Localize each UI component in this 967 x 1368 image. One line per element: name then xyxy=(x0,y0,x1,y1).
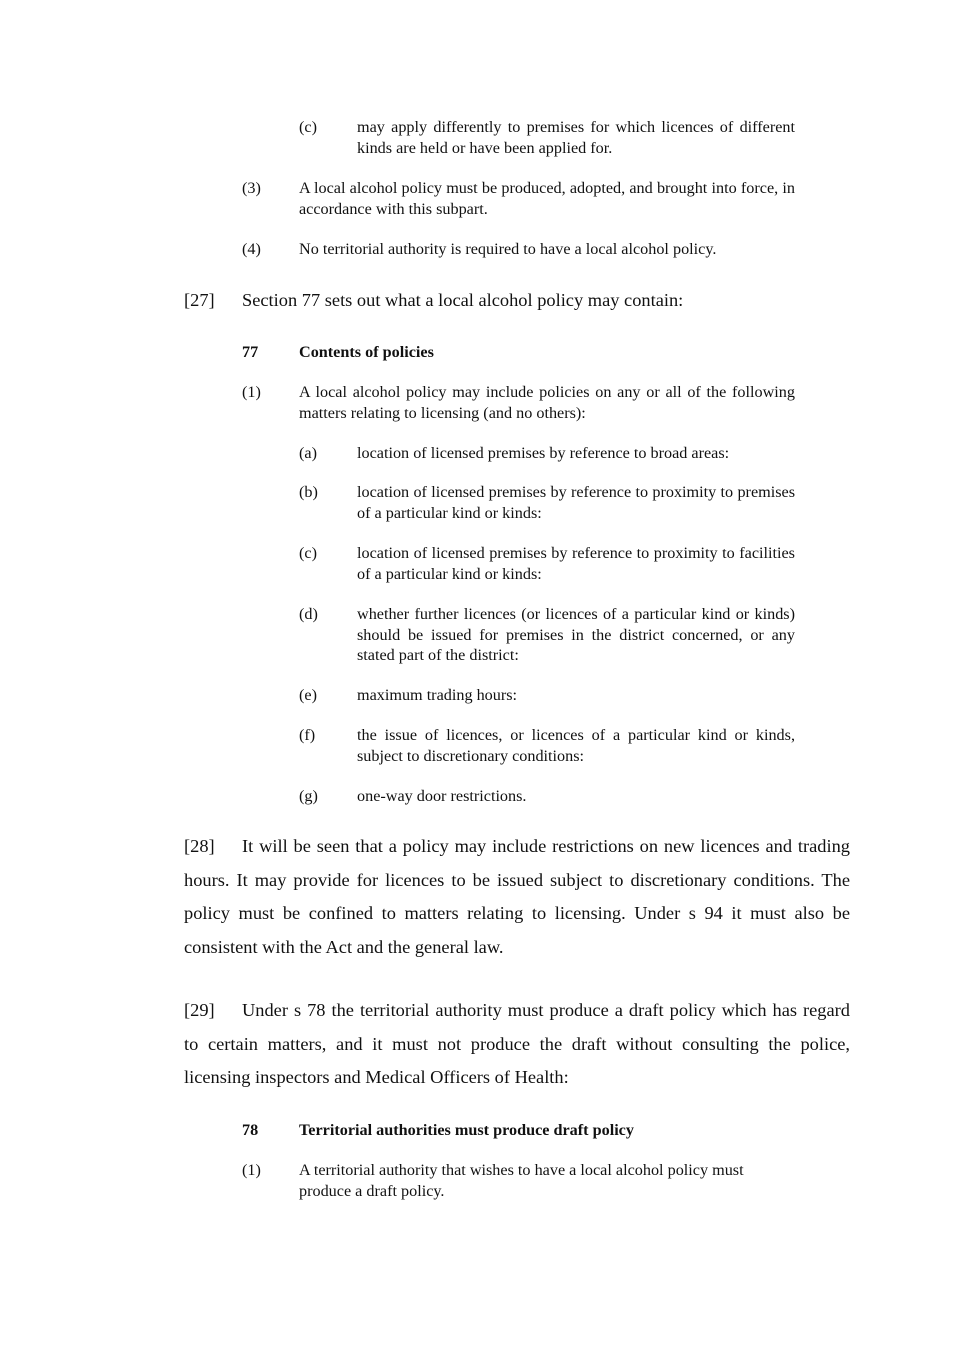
subsection-label: (3) xyxy=(242,179,261,197)
section-number: 78 xyxy=(242,1121,259,1139)
subsection-text: A local alcohol policy must be produced, adopted, and brought into force, in accordance with this subpart. xyxy=(299,179,795,218)
subsection-text: No territorial authority is required to have a local alcohol policy. xyxy=(299,240,717,258)
item-text: the issue of licences, or licences of a particular kind or kinds, subject to discretionary conditions: xyxy=(357,726,795,765)
paragraph-text: Under s 78 the territorial authority must produce a draft policy which has regard to certain matters, and it must not produce the draft without consulting the police, licensing inspectors and Medical Officers of Health: xyxy=(184,1000,850,1088)
subsection-text: A local alcohol policy may include policies on any or all of the following matters relating to licensing (and no others): xyxy=(299,383,795,422)
paragraph-text: It will be seen that a policy may include restrictions on new licences and trading hours. It may provide for licences to be issued subject to discretionary conditions. The policy must be confined to matters relating to licensing. Under s 94 it must also be consistent with the Act and the general law. xyxy=(184,836,850,957)
section-title: Contents of policies xyxy=(299,343,434,361)
section-number: 77 xyxy=(242,343,259,361)
paragraph-28 xyxy=(184,830,850,964)
clause-label: (c) xyxy=(299,118,317,136)
item-label: (e) xyxy=(299,686,317,704)
item-label: (d) xyxy=(299,605,318,623)
clause-text: may apply differently to premises for which licences of different kinds are held or have been applied for. xyxy=(357,118,795,157)
subsection-label: (1) xyxy=(242,383,261,401)
item-text: location of licensed premises by reference to proximity to premises of a particular kind or kinds: xyxy=(357,483,795,522)
paragraph-number: [28] xyxy=(184,836,215,856)
paragraph-number: [29] xyxy=(184,1000,215,1020)
paragraph-text: Section 77 sets out what a local alcohol policy may contain: xyxy=(242,290,684,310)
item-text: location of licensed premises by reference to broad areas: xyxy=(357,444,730,462)
item-label: (g) xyxy=(299,787,318,805)
item-label: (c) xyxy=(299,544,317,562)
subsection-label: (4) xyxy=(242,240,261,258)
item-text: maximum trading hours: xyxy=(357,686,518,704)
item-text: location of licensed premises by reference to proximity to facilities of a particular kind or kinds: xyxy=(357,544,795,583)
item-label: (b) xyxy=(299,483,318,501)
paragraph-27 xyxy=(184,289,683,311)
paragraph-number: [27] xyxy=(184,290,215,310)
item-label: (a) xyxy=(299,444,317,462)
item-label: (f) xyxy=(299,726,316,744)
subsection-label: (1) xyxy=(242,1161,261,1179)
item-text: whether further licences (or licences of a particular kind or kinds) should be issued for premises in the district concerned, or any stated part of the district: xyxy=(357,605,795,665)
subsection-text: A territorial authority that wishes to have a local alcohol policy must produce a draft policy. xyxy=(299,1161,744,1200)
item-text: one-way door restrictions. xyxy=(357,787,527,805)
section-title: Territorial authorities must produce draft policy xyxy=(299,1121,634,1139)
paragraph-29 xyxy=(184,994,850,1095)
